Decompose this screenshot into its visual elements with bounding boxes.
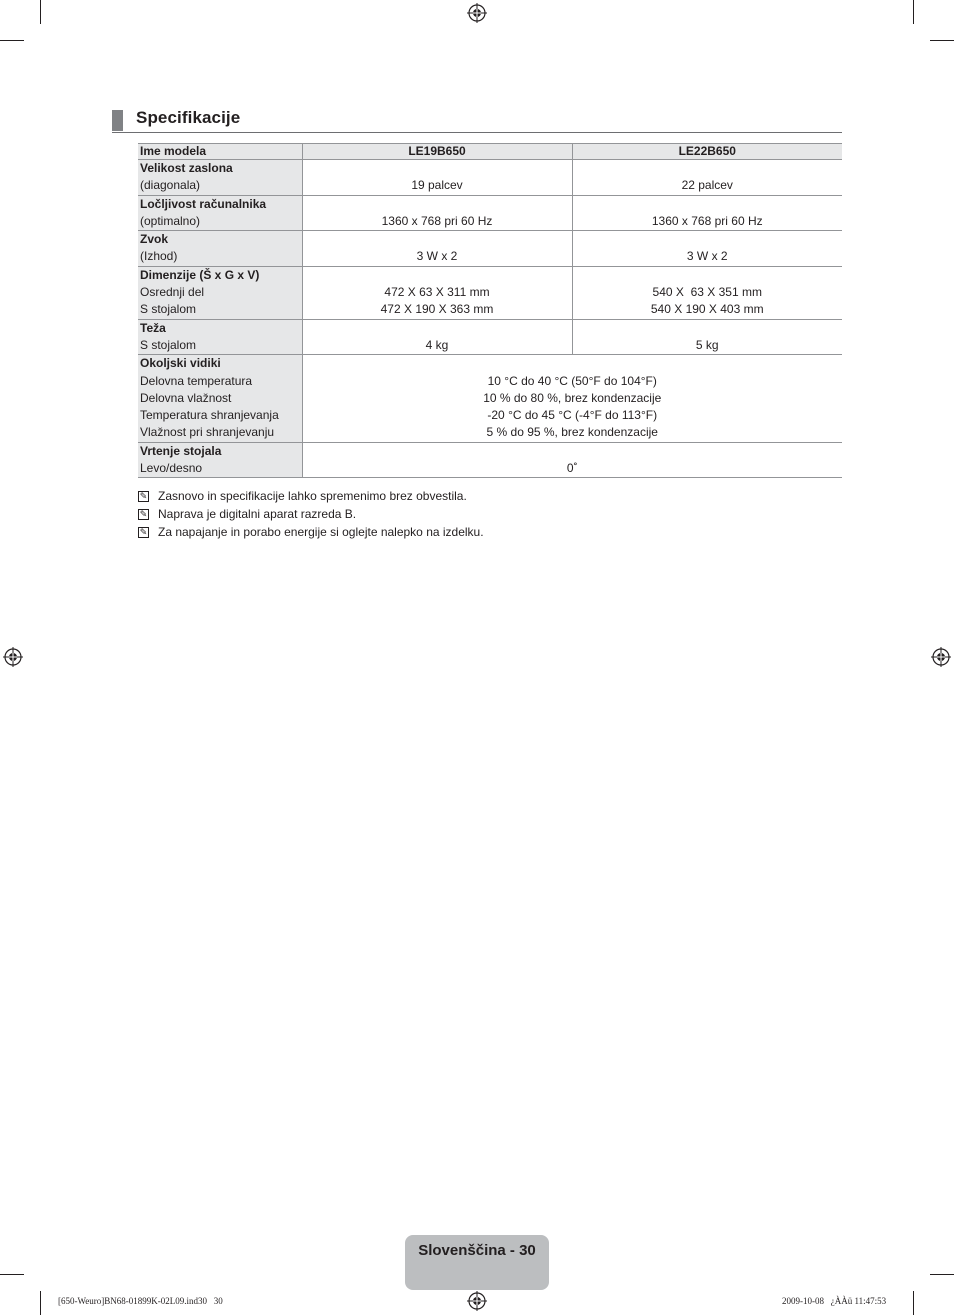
page-number-tab — [405, 1235, 549, 1290]
cell-value: 3 W x 2 — [416, 249, 458, 264]
value-cell — [572, 319, 842, 355]
note-icon: ✎ — [139, 490, 148, 501]
crop-mark — [40, 0, 41, 24]
cell-value: 10 % do 80 %, brez kondenzacije — [483, 390, 662, 405]
value-cell — [572, 160, 842, 196]
registration-mark-icon — [3, 647, 23, 667]
row-sub: Levo/desno — [140, 461, 203, 476]
row-label — [138, 160, 302, 196]
row-label — [138, 319, 302, 355]
registration-mark-icon — [467, 1291, 487, 1311]
page-title: Specifikacije — [136, 108, 241, 127]
notes-list — [138, 487, 484, 541]
cell-value: 0˚ — [566, 461, 578, 476]
cell-value: 3 W x 2 — [686, 249, 728, 264]
section-heading — [112, 108, 842, 133]
crop-mark — [930, 1274, 954, 1275]
row-title: Ločljivost računalnika — [140, 196, 267, 211]
header-cell: LE22B650 — [572, 144, 842, 160]
value-cell — [302, 160, 572, 196]
row-title: Zvok — [140, 232, 169, 247]
registration-mark-icon — [467, 3, 487, 23]
row-sub: S stojalom — [140, 337, 197, 352]
table-row — [138, 355, 842, 442]
value-cell — [572, 231, 842, 267]
cell-value: 472 X 190 X 363 mm — [380, 302, 494, 317]
cell-value: 1360 x 768 pri 60 Hz — [651, 213, 763, 228]
crop-mark — [913, 1291, 914, 1315]
row-label — [138, 195, 302, 231]
table-row — [138, 160, 842, 196]
row-title: Teža — [140, 320, 166, 335]
table-row — [138, 231, 842, 267]
row-label — [138, 355, 302, 442]
row-sub: (diagonala) — [140, 178, 201, 193]
row-sub: (optimalno) — [140, 213, 201, 228]
row-sub: Delovna vlažnost — [140, 390, 232, 405]
table-header-row — [138, 144, 842, 160]
row-sub: Temperatura shranjevanja — [140, 408, 279, 423]
crop-mark — [0, 40, 24, 41]
cell-value: 4 kg — [425, 337, 449, 352]
page-number: Slovenščina - 30 — [418, 1242, 536, 1259]
cell-value: 540 X 63 X 351 mm — [652, 285, 762, 300]
row-title: Velikost zaslona — [140, 161, 233, 175]
row-title: Dimenzije (Š x G x V) — [140, 267, 260, 282]
cell-value: 10 °C do 40 °C (50°F do 104°F) — [487, 373, 657, 388]
cell-value: 540 X 190 X 403 mm — [650, 302, 764, 317]
note-icon: ✎ — [139, 526, 148, 537]
row-label — [138, 231, 302, 267]
value-cell — [302, 355, 842, 442]
value-cell — [302, 231, 572, 267]
row-sub: S stojalom — [140, 302, 197, 317]
row-title: Vrtenje stojala — [140, 443, 222, 458]
list-item — [138, 487, 484, 505]
cell-value: 472 X 63 X 311 mm — [384, 285, 490, 300]
value-cell — [302, 195, 572, 231]
list-item — [138, 523, 484, 541]
header-cell: Ime modela — [138, 144, 302, 160]
slug-right: 2009-10-08 ¿ÀÀü 11:47:53 — [782, 1296, 887, 1306]
row-sub: Delovna temperatura — [140, 373, 253, 388]
crop-mark — [913, 0, 914, 24]
row-sub: (Izhod) — [140, 249, 178, 264]
crop-mark — [930, 40, 954, 41]
table-row — [138, 195, 842, 231]
crop-mark — [40, 1291, 41, 1315]
row-sub: Osrednji del — [140, 285, 205, 300]
crop-mark — [0, 1274, 24, 1275]
row-label — [138, 442, 302, 478]
cell-value: 1360 x 768 pri 60 Hz — [381, 213, 493, 228]
heading-bar — [112, 110, 123, 131]
value-cell — [572, 195, 842, 231]
registration-mark-icon — [931, 647, 951, 667]
table-row — [138, 442, 842, 478]
cell-value: 22 palcev — [681, 178, 733, 193]
row-sub: Vlažnost pri shranjevanju — [140, 425, 275, 440]
list-item — [138, 505, 484, 523]
value-cell — [302, 442, 842, 478]
note-text: Za napajanje in porabo energije si oglejte nalepko na izdelku. — [158, 525, 484, 539]
table-row — [138, 319, 842, 355]
slug-left: [650-Weuro]BN68-01899K-02L09.ind30 30 — [58, 1296, 223, 1306]
note-text: Zasnovo in specifikacije lahko spremenimo brez obvestila. — [158, 489, 467, 503]
value-cell — [302, 319, 572, 355]
row-label — [138, 266, 302, 319]
cell-value: 19 palcev — [411, 178, 463, 193]
spec-table — [138, 143, 842, 478]
table-row — [138, 266, 842, 319]
cell-value: 5 kg — [695, 337, 719, 352]
cell-value: 5 % do 95 %, brez kondenzacije — [486, 425, 658, 440]
cell-value: -20 °C do 45 °C (-4°F do 113°F) — [487, 408, 658, 423]
row-title: Okoljski vidiki — [140, 356, 221, 371]
note-text: Naprava je digitalni aparat razreda B. — [158, 507, 357, 521]
header-cell: LE19B650 — [302, 144, 572, 160]
value-cell — [302, 266, 572, 319]
value-cell — [572, 266, 842, 319]
note-icon: ✎ — [139, 508, 148, 519]
